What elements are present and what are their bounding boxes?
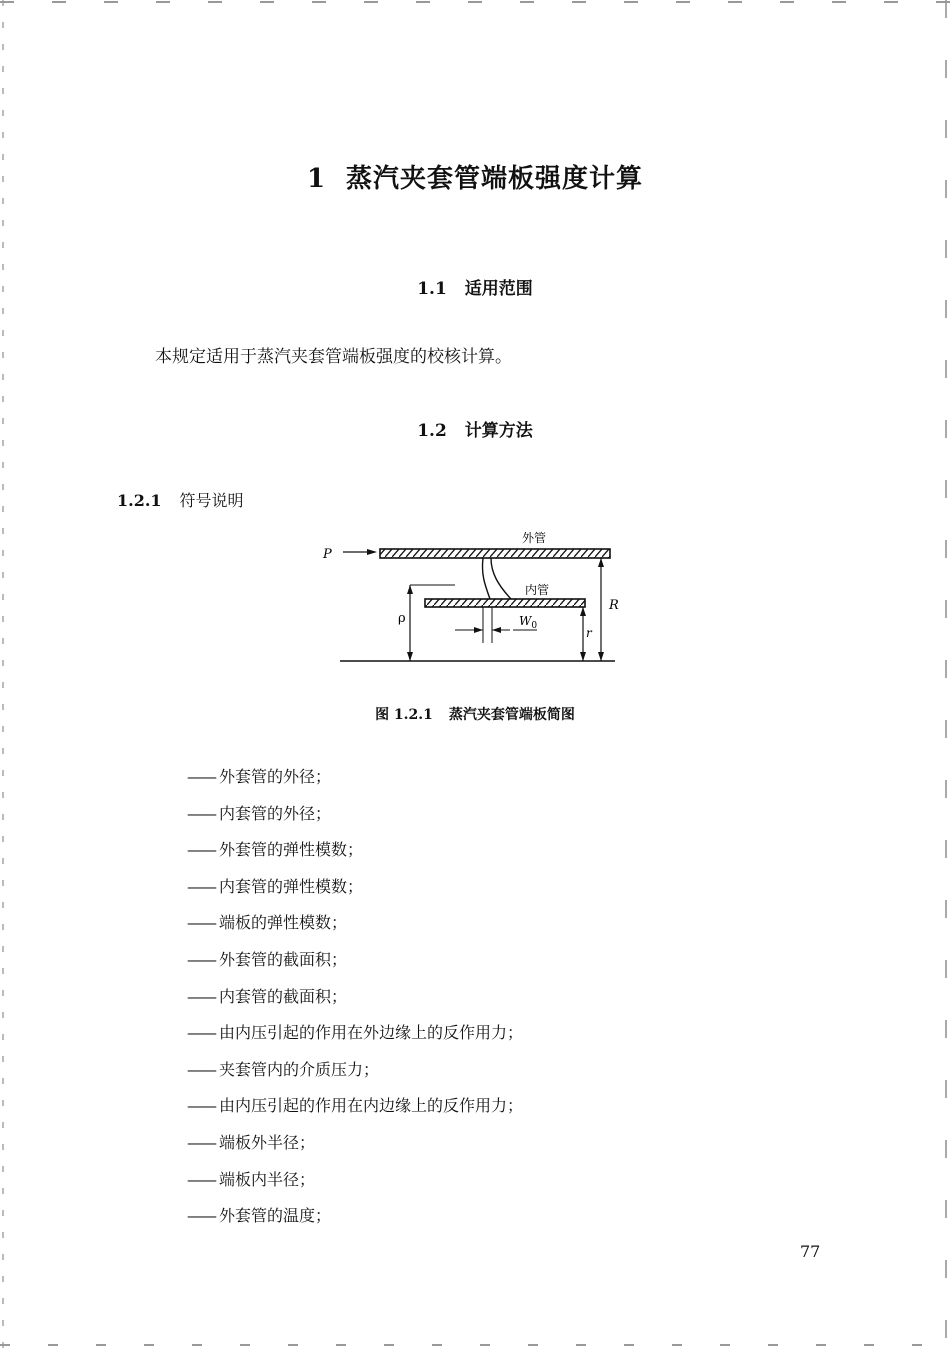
scan-edge-left: [2, 0, 4, 1352]
inner-pipe-wall: [425, 599, 585, 607]
scan-edge-right: [945, 0, 947, 1352]
symbol-dash: ——: [187, 803, 215, 823]
width-arrowhead: [474, 627, 483, 633]
subsection-title-text: 符号说明: [179, 491, 244, 510]
figure-number: 图 1.2.1: [375, 707, 433, 723]
subsection-number: 1.2.1: [117, 491, 162, 510]
symbol-description: 端板的弹性模数；: [219, 913, 348, 933]
symbol-dash: ——: [187, 1206, 215, 1226]
symbol-dash: ——: [187, 767, 215, 786]
section-number: 1.1: [417, 279, 447, 299]
chapter-title: [0, 158, 950, 195]
rho-arrowhead: [407, 652, 413, 661]
symbol-description: 外套管的弹性模数；: [219, 840, 364, 860]
symbol-dash: ——: [187, 1096, 215, 1116]
width-arrowhead: [492, 627, 501, 633]
symbol-dash: ——: [187, 913, 215, 933]
end-plate-diagram: [315, 525, 625, 670]
symbol-description: 内套管的弹性模数；: [219, 876, 364, 896]
symbol-description: 外套管的截面积；: [219, 950, 348, 969]
figure-caption-text: 蒸汽夹套管端板简图: [448, 707, 575, 723]
symbol-dash: ——: [187, 840, 215, 860]
section-title-text: 计算方法: [464, 421, 533, 441]
rho-arrowhead: [407, 585, 413, 594]
symbol-description: 由内压引起的作用在外边缘上的反作用力；: [219, 1023, 524, 1043]
end-plate-curve: [482, 558, 490, 599]
symbol-dash: ——: [187, 1059, 215, 1079]
rho-label: ρ: [398, 611, 406, 626]
symbol-dash: ——: [187, 1023, 215, 1043]
symbol-description: 外套管的温度；: [219, 1206, 332, 1226]
outer-radius-arrowhead: [598, 558, 604, 567]
outer-radius-arrowhead: [598, 652, 604, 661]
inner-pipe-label: 内管: [525, 583, 550, 597]
width-label: $W_0$: [519, 614, 538, 631]
inner-radius-arrowhead: [580, 607, 586, 616]
symbol-description: 外套管的外径；: [219, 767, 332, 786]
outer-pipe-wall: [380, 549, 610, 558]
inner-radius-label: r: [586, 626, 592, 640]
page-number: 77: [800, 1242, 821, 1261]
symbol-description: 端板内半径；: [219, 1169, 316, 1189]
scan-edge-bottom: [0, 1344, 950, 1346]
subsection-title: [117, 488, 244, 511]
symbol-description: 由内压引起的作用在内边缘上的反作用力；: [219, 1096, 524, 1116]
symbol-description: 内套管的截面积；: [219, 986, 348, 1006]
symbol-description: 内套管的外径；: [219, 803, 332, 823]
outer-radius-label: R: [609, 598, 619, 613]
symbol-dash: ——: [187, 1169, 215, 1189]
symbol-description: 端板外半径；: [219, 1133, 316, 1152]
symbol-dash: ——: [187, 1133, 215, 1152]
figure-caption: [0, 704, 950, 724]
section-title-text: 适用范围: [464, 279, 533, 299]
symbol-description: 夹套管内的介质压力；: [219, 1059, 380, 1079]
symbol-dash: ——: [187, 950, 215, 969]
end-plate-curve: [491, 558, 511, 599]
section-number: 1.2: [417, 421, 447, 441]
section-title-scope: [0, 274, 950, 299]
chapter-title-text: 蒸汽夹套管端板强度计算: [346, 164, 644, 194]
pressure-arrowhead: [367, 549, 377, 555]
symbol-dash: ——: [187, 986, 215, 1006]
scope-paragraph: 本规定适用于蒸汽夹套管端板强度的校核计算。: [155, 347, 512, 367]
chapter-number: 1: [306, 164, 327, 194]
symbol-dash: ——: [187, 876, 215, 896]
section-title-method: [0, 416, 950, 441]
scan-edge-top: [0, 1, 950, 3]
pressure-label: P: [323, 547, 332, 562]
inner-radius-arrowhead: [580, 652, 586, 661]
outer-pipe-label: 外管: [522, 531, 547, 545]
